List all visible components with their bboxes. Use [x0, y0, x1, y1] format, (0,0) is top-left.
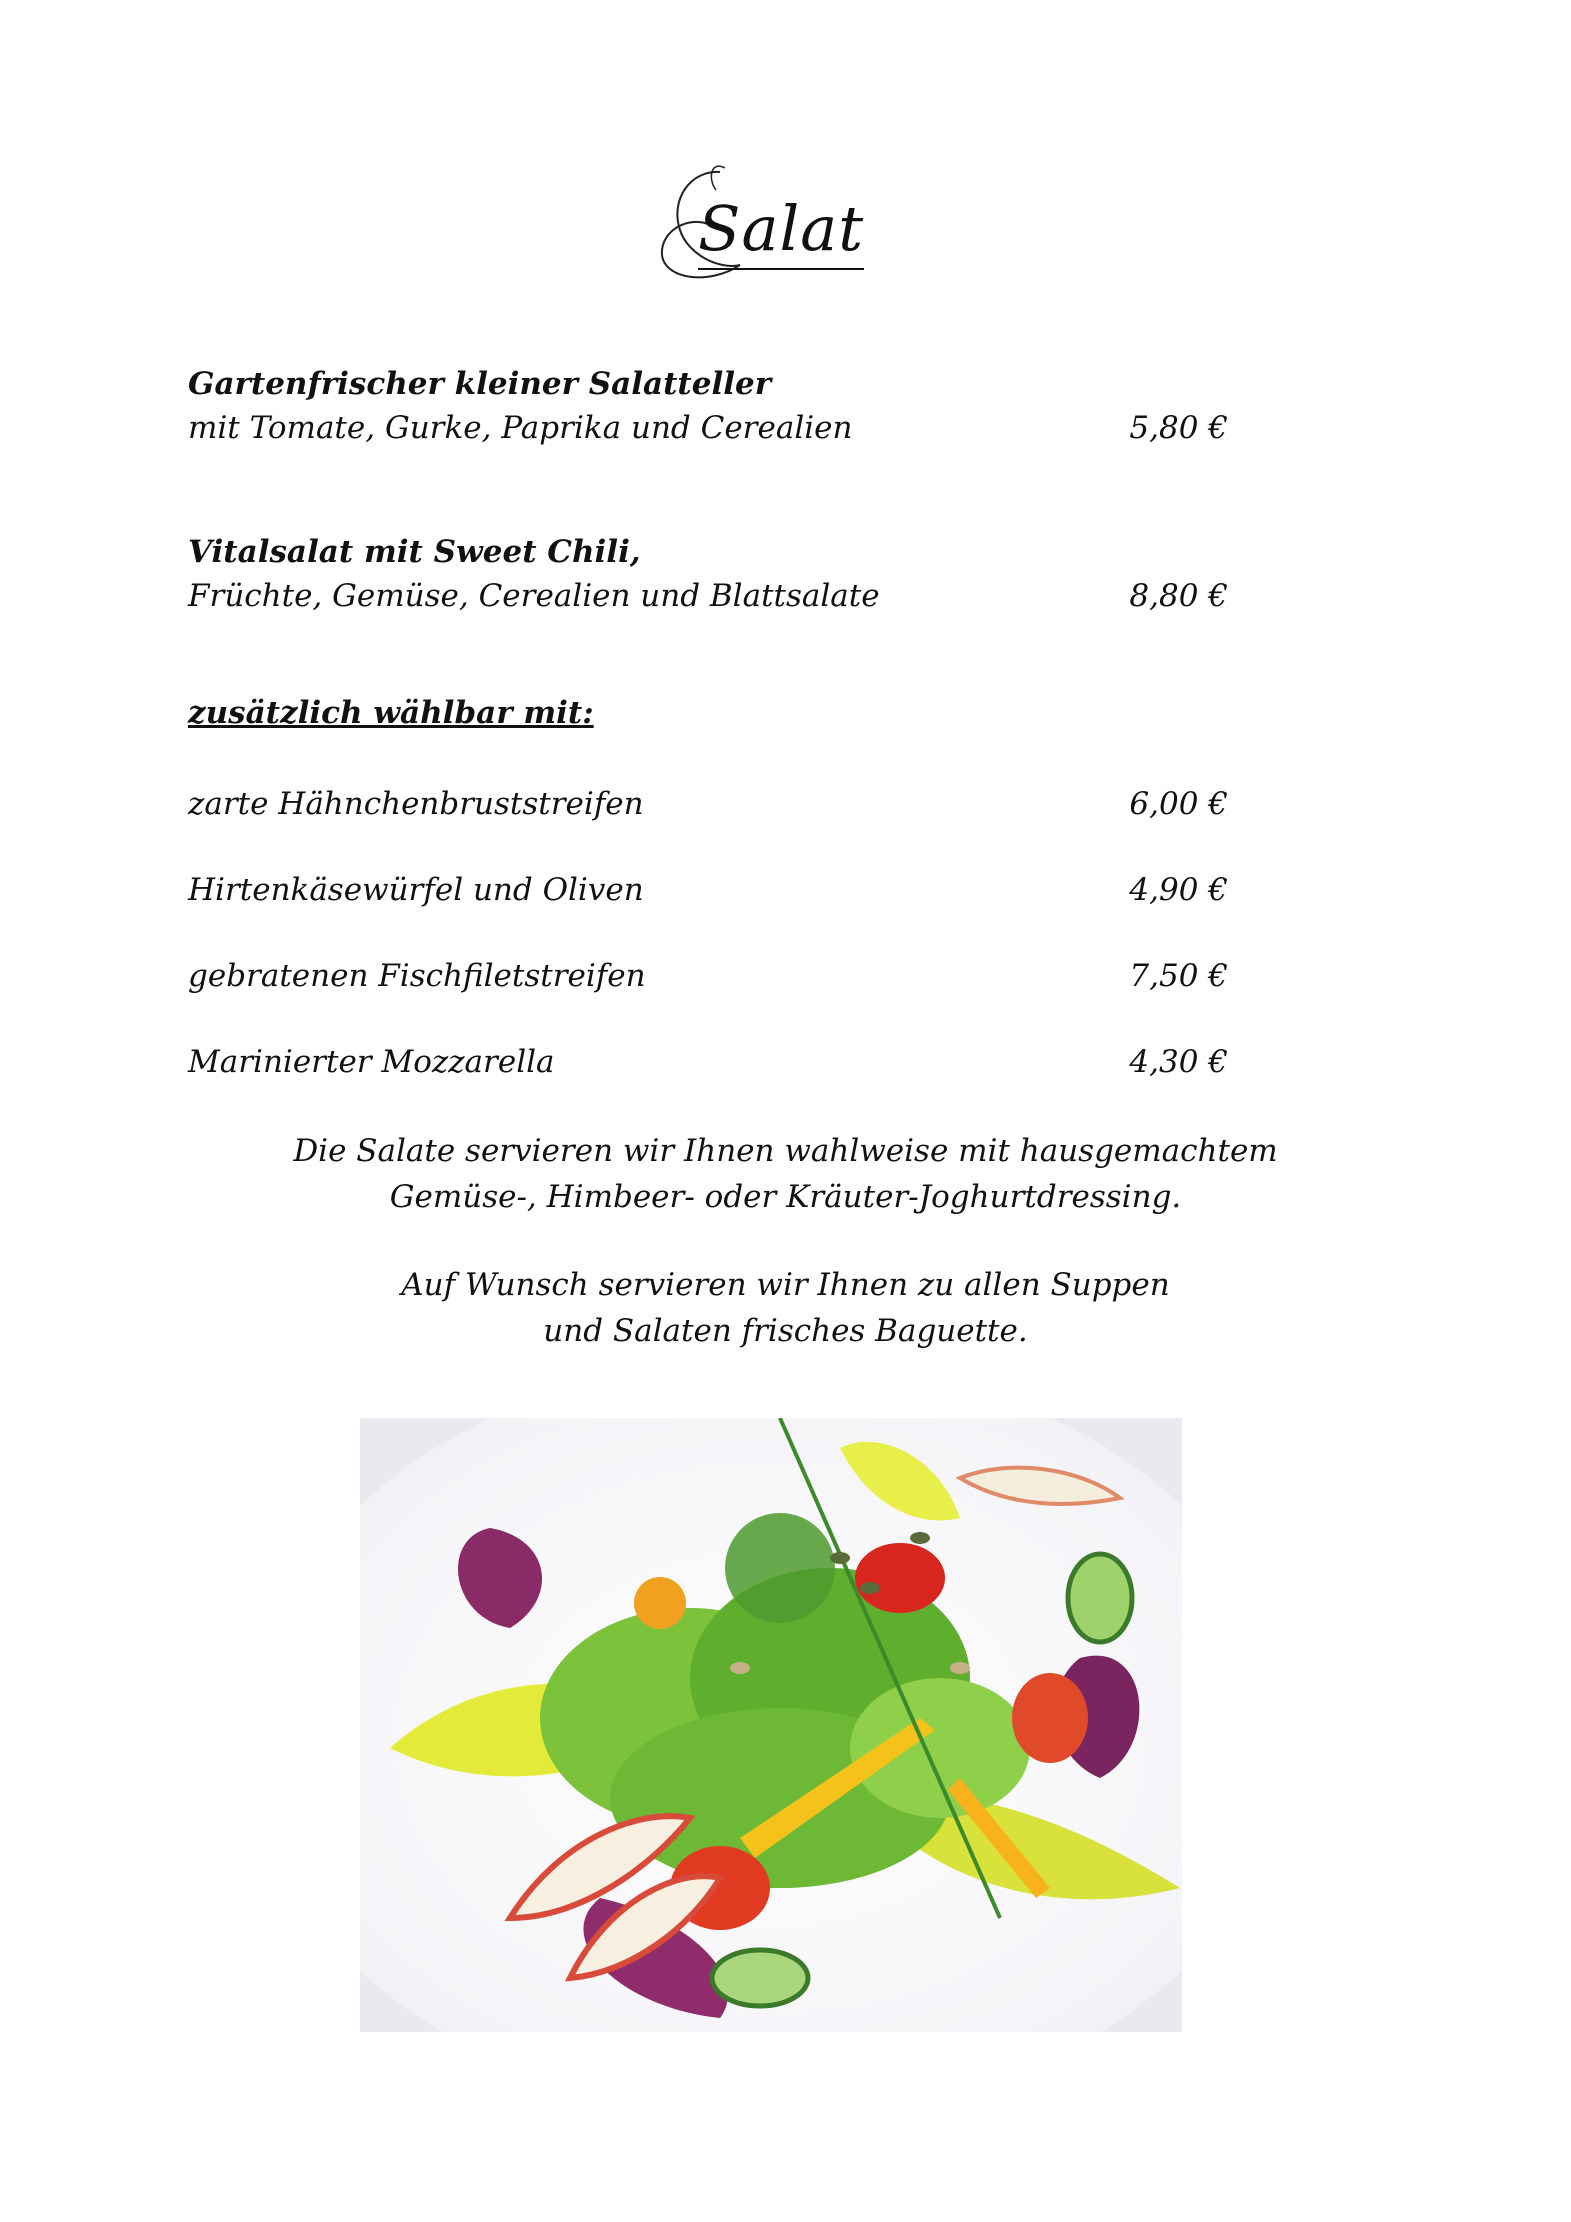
dish-name: Gartenfrischer kleiner Salatteller	[188, 366, 772, 402]
dish-salatteller	[188, 362, 1228, 450]
baguette-note-line: und Salaten frisches Baguette.	[543, 1313, 1028, 1349]
extra-item	[188, 868, 1228, 912]
dish-description: Früchte, Gemüse, Cerealien und Blattsalate	[188, 578, 880, 614]
dressing-note	[0, 1128, 1571, 1220]
baguette-note-line: Auf Wunsch servieren wir Ihnen zu allen Suppen	[401, 1267, 1170, 1303]
baguette-note	[0, 1262, 1571, 1354]
salad-photo	[360, 1418, 1182, 2032]
extra-price: 4,90 €	[1129, 872, 1228, 908]
extras-heading: zusätzlich wählbar mit:	[188, 695, 594, 731]
dish-vitalsalat	[188, 530, 1228, 618]
dish-price: 8,80 €	[1129, 578, 1228, 614]
dressing-note-line: Gemüse-, Himbeer- oder Kräuter-Joghurtdressing.	[389, 1179, 1182, 1215]
extra-price: 7,50 €	[1129, 958, 1228, 994]
extra-price: 6,00 €	[1129, 786, 1228, 822]
menu-title	[650, 160, 890, 300]
extra-label: Hirtenkäsewürfel und Oliven	[188, 872, 644, 908]
extra-item	[188, 782, 1228, 826]
dressing-note-line: Die Salate servieren wir Ihnen wahlweise mit hausgemachtem	[293, 1133, 1278, 1169]
extra-item	[188, 954, 1228, 998]
extra-label: gebratenen Fischfiletstreifen	[188, 958, 646, 994]
extra-label: zarte Hähnchenbruststreifen	[188, 786, 644, 822]
extra-item	[188, 1040, 1228, 1084]
dish-description: mit Tomate, Gurke, Paprika und Cerealien	[188, 410, 853, 446]
dish-name: Vitalsalat mit Sweet Chili,	[188, 534, 641, 570]
page-title: Salat	[698, 190, 864, 270]
extra-price: 4,30 €	[1129, 1044, 1228, 1080]
extra-label: Marinierter Mozzarella	[188, 1044, 555, 1080]
dish-price: 5,80 €	[1129, 410, 1228, 446]
